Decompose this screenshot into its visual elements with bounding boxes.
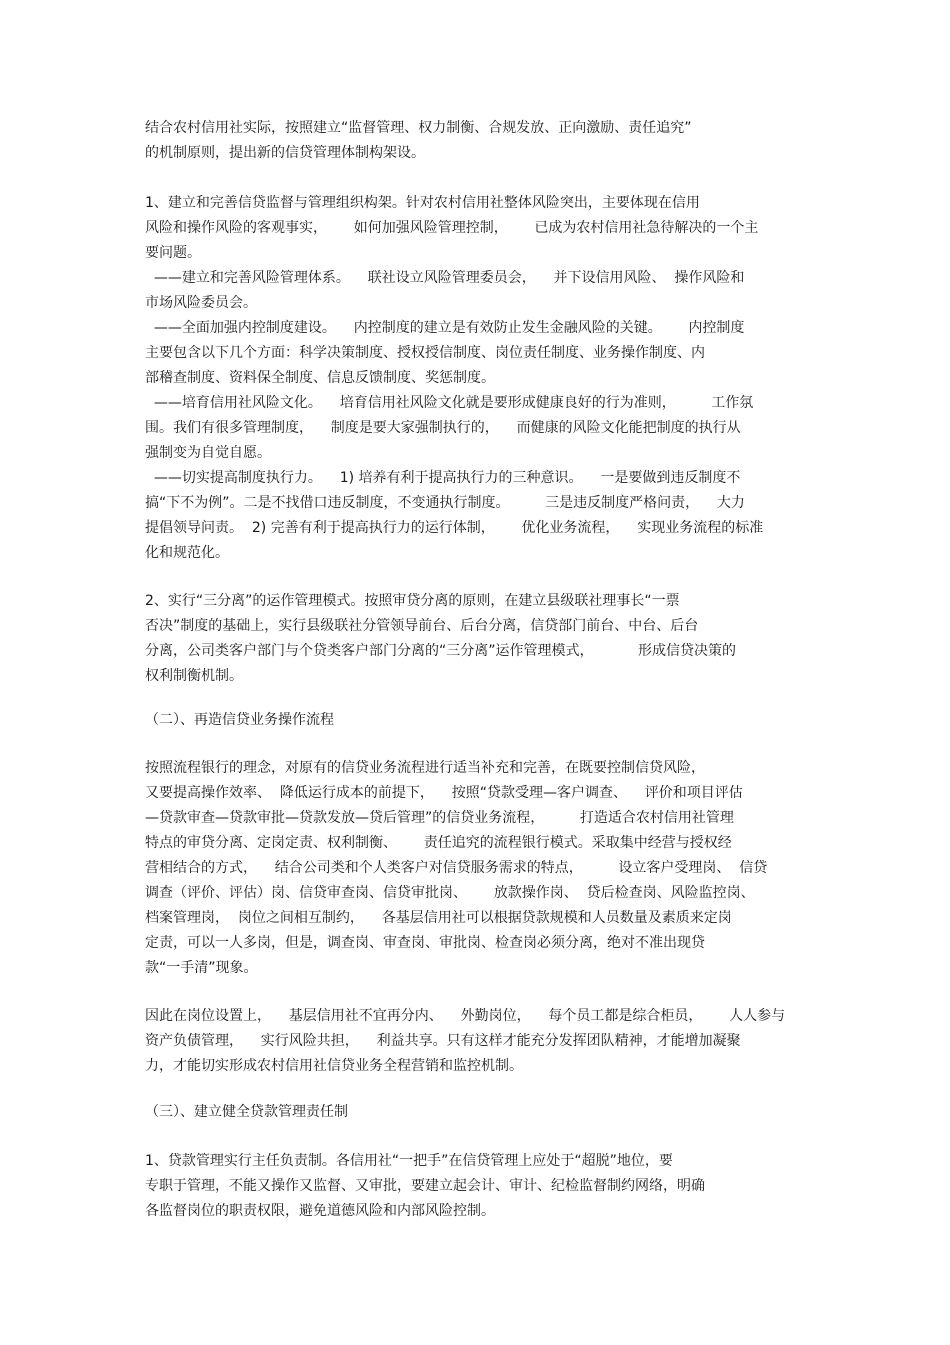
text-line: 结合农村信用社实际，按照建立“监督管理、权力制衡、合规发放、正向激励、责任追究” xyxy=(145,120,692,136)
text-line: 资产负债管理， 实行风险共担， 利益共享。只有这样才能充分发挥团队精神，才能增加凝聚 xyxy=(145,1033,741,1049)
text-line: 款“一手清”现象。 xyxy=(145,960,258,976)
text-line: 围。我们有很多管理制度， 制度是要大家强制执行的， 而健康的风险文化能把制度的执行从 xyxy=(145,420,741,436)
text-line: —贷款审查—贷款审批—贷款发放—贷后管理”的信贷业务流程， 打造适合农村信用社管理 xyxy=(145,810,734,826)
text-line: 营相结合的方式， 结合公司类和个人类客户对信贷服务需求的特点， 设立客户受理岗、 信贷 xyxy=(145,860,768,876)
text-line: 强制变为自觉自愿。 xyxy=(145,445,271,461)
section-heading: （二）、再造信贷业务操作流程 xyxy=(145,712,334,728)
text-line: 1、建立和完善信贷监督与管理组织构架。针对农村信用社整体风险突出，主要体现在信用 xyxy=(145,195,700,211)
section-heading: （三）、建立健全贷款管理责任制 xyxy=(145,1104,348,1120)
text-line: 提倡领导问责。 2) 完善有利于提高执行力的运行体制， 优化业务流程， 实现业务流程的标准 xyxy=(145,520,764,536)
text-line: 部稽查制度、资料保全制度、信息反馈制度、奖惩制度。 xyxy=(145,370,495,386)
text-line: 风险和操作风险的客观事实， 如何加强风险管理控制， 已成为农村信用社急待解决的一个主 xyxy=(145,220,759,236)
text-line: 分离，公司类客户部门与个贷类客户部门分离的“三分离”运作管理模式， 形成信贷决策的 xyxy=(145,643,737,659)
text-line: 力，才能切实形成农村信用社信贷业务全程营销和监控机制。 xyxy=(145,1058,523,1074)
text-line: 2、实行“三分离”的运作管理模式。按照审贷分离的原则，在建立县级联社理事长“一票 xyxy=(145,593,680,609)
text-line: 特点的审贷分离、定岗定责、权利制衡、 责任追究的流程银行模式。采取集中经营与授权经 xyxy=(145,835,732,851)
text-line: 档案管理岗， 岗位之间相互制约， 各基层信用社可以根据贷款规模和人员数量及素质来定岗 xyxy=(145,910,732,926)
text-line: 搞“下不为例”。二是不找借口违反制度，不变通执行制度。 三是违反制度严格问责， 大力 xyxy=(145,495,745,511)
text-line: ——切实提高制度执行力。 1) 培养有利于提高执行力的三种意识。 一是要做到违反制度不 xyxy=(145,470,741,486)
text-line: 专职于管理，不能又操作又监督、又审批，要建立起会计、审计、纪检监督制约网络，明确 xyxy=(145,1178,705,1194)
text-line: 的机制原则，提出新的信贷管理体制构架设。 xyxy=(145,145,425,161)
text-line: 权利制衡机制。 xyxy=(145,668,243,684)
text-line: 调查（评价、评估）岗、信贷审查岗、信贷审批岗、 放款操作岗、 贷后检查岗、风险监控岗、 xyxy=(145,885,755,901)
text-line: 要问题。 xyxy=(145,245,201,261)
text-line: ——培育信用社风险文化。 培育信用社风险文化就是要形成健康良好的行为准则， 工作氛 xyxy=(145,395,754,411)
text-line: 按照流程银行的理念，对原有的信贷业务流程进行适当补充和完善，在既要控制信贷风险， xyxy=(145,760,705,776)
text-line: 定责，可以一人多岗，但是，调查岗、审查岗、审批岗、检查岗必须分离，绝对不准出现贷 xyxy=(145,935,705,951)
text-line: 化和规范化。 xyxy=(145,545,229,561)
text-line: 主要包含以下几个方面：科学决策制度、授权授信制度、岗位责任制度、业务操作制度、内 xyxy=(145,345,705,361)
text-line: 市场风险委员会。 xyxy=(145,295,257,311)
text-line: 因此在岗位设置上， 基层信用社不宜再分内、 外勤岗位， 每个员工都是综合柜员， 人人参与 xyxy=(145,1008,786,1024)
text-line: ——建立和完善风险管理体系。 联社设立风险管理委员会， 并下设信用风险、 操作风险和 xyxy=(145,270,745,286)
text-line: 1、贷款管理实行主任负责制。各信用社“一把手”在信贷管理上应处于“超脱”地位，要 xyxy=(145,1153,673,1169)
text-line: ——全面加强内控制度建设。 内控制度的建立是有效防止发生金融风险的关键。 内控制度 xyxy=(145,320,745,336)
text-line: 各监督岗位的职责权限，避免道德风险和内部风险控制。 xyxy=(145,1203,495,1219)
text-line: 又要提高操作效率、 降低运行成本的前提下， 按照“贷款受理—客户调查、 评价和项目评估 xyxy=(145,785,743,801)
text-line: 否决”制度的基础上，实行县级联社分管领导前台、后台分离，信贷部门前台、中台、后台 xyxy=(145,618,699,634)
